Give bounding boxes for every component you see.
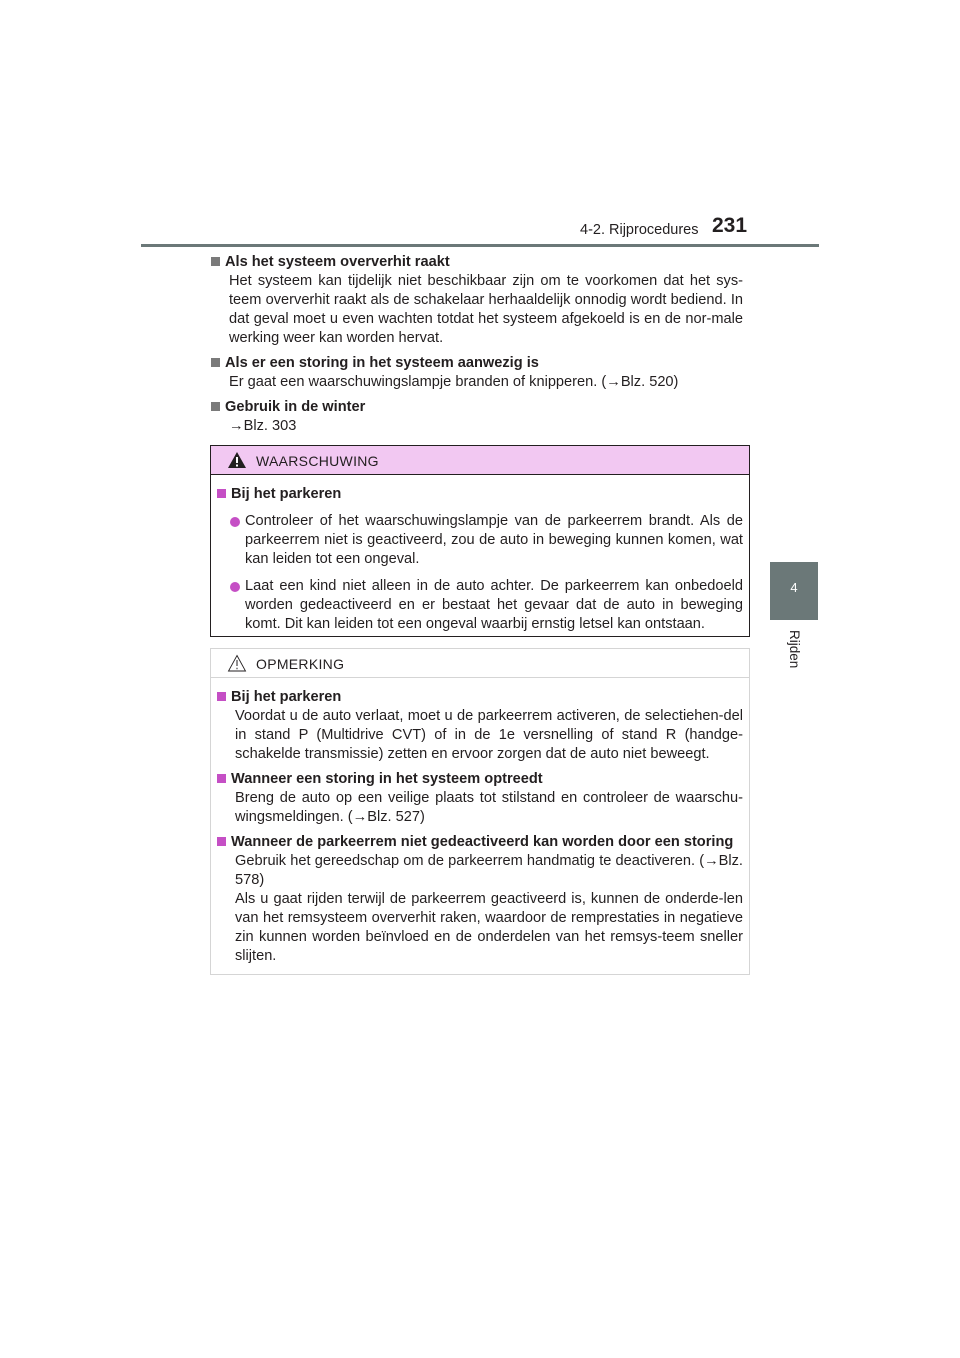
heading-text: Als er een storing in het systeem aanwezig is: [225, 355, 539, 371]
round-bullet-icon: [230, 517, 240, 527]
paragraph: Het systeem kan tijdelijk niet beschikbaar zijn om te voorkomen dat het sys-teem oververhit raakt als de schakelaar herhaaldelijk onnodig wordt bediend. In dat geval moet u even wachten totdat het systeem afgekoeld is en de nor-male werking weer kan worden hervat.: [229, 273, 743, 346]
square-bullet-icon: [211, 358, 220, 367]
chapter-label-wrap: [780, 630, 810, 690]
heading-text: Bij het parkeren: [231, 689, 342, 705]
warning-heading: [217, 485, 743, 504]
paragraph: Breng de auto op een veilige plaats tot stilstand en controleer de waarschu-wingsmeldingen. (→Blz. 527): [235, 790, 743, 825]
note-heading: [217, 833, 743, 852]
section-heading: [211, 398, 743, 417]
section-heading: [211, 253, 743, 272]
list-item-text: Laat een kind niet alleen in de auto achter. De parkeerrem kan onbedoeld worden gedeactiveerd en er bestaat het gevaar dat de auto in beweging komt. Dit kan leiden tot een ongeval waarbij ernstig letsel kan ontstaan.: [245, 578, 743, 632]
warning-title: WAARSCHUWING: [256, 453, 379, 469]
warning-header: [211, 446, 749, 475]
heading-text: Gebruik in de winter: [225, 399, 366, 415]
chapter-number: 4: [790, 580, 798, 595]
square-bullet-icon: [217, 837, 226, 846]
note-body: [211, 678, 749, 966]
chapter-label: Rijden: [787, 630, 802, 669]
list-item: [217, 512, 743, 569]
page-number: 231: [712, 214, 748, 237]
warning-body: [211, 475, 749, 634]
note-title: OPMERKING: [256, 656, 345, 672]
heading-text: Bij het parkeren: [231, 486, 342, 502]
paragraph: Gebruik het gereedschap om de parkeerrem handmatig te deactiveren. (→Blz. 578): [235, 853, 743, 888]
heading-text: Wanneer de parkeerrem niet gedeactiveerd kan worden door een storing: [231, 834, 734, 850]
round-bullet-icon: [230, 582, 240, 592]
list-item: [217, 577, 743, 634]
square-bullet-icon: [211, 257, 220, 266]
chapter-tab: [770, 562, 818, 620]
section-title: 4-2. Rijprocedures: [580, 222, 699, 238]
warning-triangle-icon: [227, 451, 247, 469]
caution-triangle-outline-icon: [227, 654, 247, 672]
list-item-text: Controleer of het waarschuwingslampje van de parkeerrem brandt. Als de parkeerrem niet is geactiveerd, zou de auto in beweging kunnen komen, wat kan leiden tot een ongeval.: [245, 513, 743, 567]
note-heading: [217, 770, 743, 789]
warning-box: [210, 445, 750, 637]
heading-text: Wanneer een storing in het systeem optreedt: [231, 771, 543, 787]
paragraph: Als u gaat rijden terwijl de parkeerrem geactiveerd is, kunnen de onderde-len van het remsysteem oververhit raken, waardoor de remprestaties in negatieve zin kunnen worden beïnvloed en de onderdelen van het remsys-teem sneller slijten.: [235, 891, 743, 964]
paragraph: Er gaat een waarschuwingslampje branden of knipperen. (→Blz. 520): [229, 374, 679, 390]
paragraph: Voordat u de auto verlaat, moet u de parkeerrem activeren, de selectiehen-del in stand P (Multidrive CVT) of in de 1e versnelling of stand R (handge-schakelde transmissie) zetten en ervoor zorgen dat de auto niet beweegt.: [235, 708, 743, 762]
square-bullet-icon: [211, 402, 220, 411]
note-heading: [217, 688, 743, 707]
note-header: [211, 649, 749, 678]
header-rule: [141, 244, 819, 247]
square-bullet-icon: [217, 489, 226, 498]
page-reference: →Blz. 303: [229, 418, 297, 434]
main-content: [211, 253, 743, 436]
note-box: [210, 648, 750, 975]
square-bullet-icon: [217, 774, 226, 783]
square-bullet-icon: [217, 692, 226, 701]
section-heading: [211, 354, 743, 373]
heading-text: Als het systeem oververhit raakt: [225, 254, 450, 270]
